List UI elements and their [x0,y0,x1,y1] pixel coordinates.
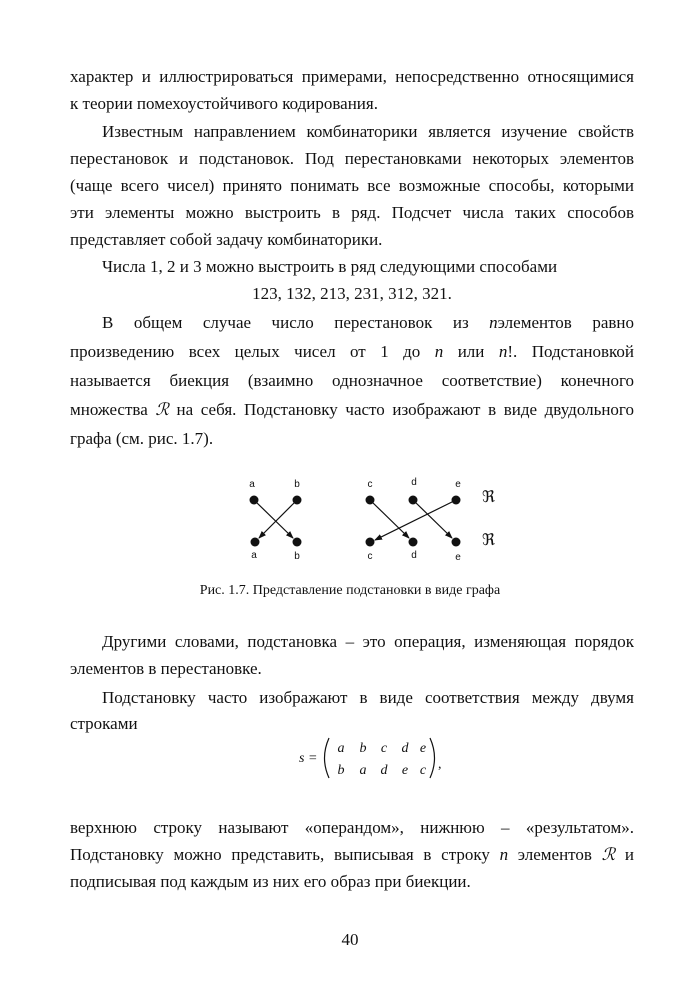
paragraph-line: к теории помехоустойчивого кодирования. [70,94,378,113]
bottom-label-d: d [411,550,417,561]
top-label-a: a [249,479,255,490]
bottom-row-cell: e [401,763,409,778]
top-label-d: d [411,477,417,488]
set-label-bottom: ℜ [482,530,496,549]
paragraph-line: (чаще всего чисел) принято понимать все возможные способы, которыми [70,176,634,195]
top-row-cell: d [401,741,409,756]
permutation-list: 123, 132, 213, 231, 312, 321. [252,284,452,303]
paragraph-line: представляет собой задачу комбинаторики. [70,230,383,249]
node-bottom-e [452,538,461,547]
paragraph-line: характер и иллюстрироваться примерами, непосредственно относящимися [70,67,634,86]
top-label-e: e [455,479,461,490]
page-number: 40 [341,930,359,949]
edge-a-to-b [254,500,293,538]
paragraph-line: подписывая под каждым из них его образ при биекции. [70,872,471,891]
node-bottom-a [251,538,260,547]
paragraph-line: строками [70,714,138,733]
node-bottom-b [293,538,302,547]
edge-b-to-a [259,500,297,538]
paragraph-line: верхнюю строку называют «операндом», нижнюю – «результатом». [70,818,634,837]
bottom-label-a: a [251,550,257,561]
paragraph-line: множества ℛ на себя. Подстановку часто изображают в виде двудольного [70,400,634,419]
formula-comma: , [438,757,442,772]
formula-lhs: s = [299,751,318,766]
paragraph-line: элементов в перестановке. [70,659,262,678]
bottom-label-c: c [367,551,373,562]
set-label-top: ℜ [482,487,496,506]
paragraph-line: Подстановку часто изображают в виде соответствия между двумя [102,688,634,707]
paragraph-line: В общем случае число перестановок из nэлементов равно [102,313,634,332]
node-bottom-c [366,538,375,547]
paragraph-line: Подстановку можно представить, выписывая в строку n элементов ℛ и [70,845,635,864]
figure-caption: Рис. 1.7. Представление подстановки в виде графа [199,583,501,598]
bottom-row-cell: c [419,763,427,778]
top-row-cell: b [359,741,367,756]
paragraph-line: Известным направлением комбинаторики является изучение свойств [102,122,634,141]
paragraph-line: перестановок и подстановок. Под перестановками некоторых элементов [70,149,634,168]
paragraph-line: произведению всех целых чисел от 1 до n или n!. Подстановкой [70,342,634,361]
paragraph-line: эти элементы можно выстроить в ряд. Подсчет числа таких способов [70,203,634,222]
paragraph-line: Числа 1, 2 и 3 можно выстроить в ряд следующими способами [102,257,558,276]
top-row-cell: e [419,741,427,756]
node-bottom-d [409,538,418,547]
permutation-formula [285,732,485,784]
bottom-label-b: b [294,551,300,562]
bottom-row-cell: b [337,763,345,778]
edge-e-to-c [375,500,456,540]
bottom-row-cell: d [380,763,388,778]
bottom-label-e: e [455,552,461,563]
top-label-b: b [294,479,300,490]
top-row-cell: c [380,741,388,756]
top-label-c: c [367,479,373,490]
right-paren [430,738,435,778]
paragraph-line: Другими словами, подстановка – это операция, изменяющая порядок [102,632,634,651]
bottom-row-cell: a [359,763,367,778]
bipartite-graph-figure [230,470,520,570]
top-row-cell: a [337,741,345,756]
paragraph-line: называется биекция (взаимно однозначное соответствие) конечного [70,371,634,390]
left-paren [325,738,330,778]
paragraph-line: графа (см. рис. 1.7). [70,429,214,448]
